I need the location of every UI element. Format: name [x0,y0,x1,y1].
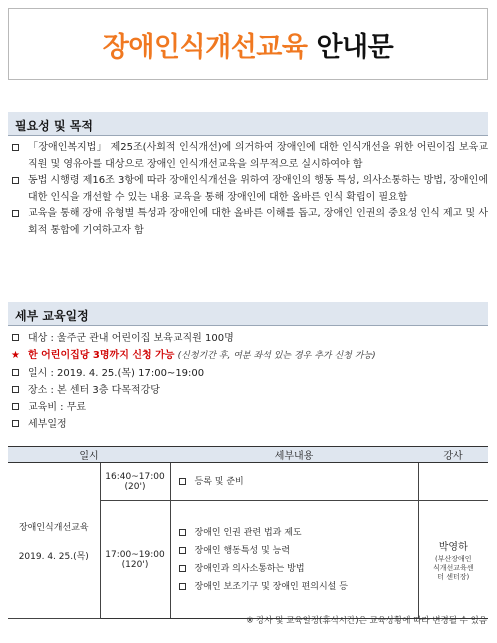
checkbox-bullet-icon [179,547,186,554]
schedule-list [8,330,488,433]
notice-item [8,347,488,365]
detail-label-text: 세부일정 [28,419,67,430]
detail-item: 장애인 보조기구 및 장애인 편의시설 등 [179,578,418,596]
fee-text: 교육비 : 무료 [28,402,87,413]
purpose-item [8,173,488,206]
schedule-table [8,446,488,619]
detail-cell [170,501,418,619]
detail-cell [170,463,418,501]
event-cell [8,463,100,619]
checkbox-bullet-icon [179,583,186,590]
purpose-item [8,206,488,239]
instructor-org: (부산장애인식개선교육센터 센터장) [432,554,474,581]
page-title: 장애인식개선교육 [102,31,308,63]
detail-item: 등록 및 준비 [179,473,418,491]
fee-item [8,399,488,416]
table-row [8,463,488,501]
detail-item: 장애인 인권 관련 법과 제도 [179,524,418,542]
target-text: 대상 : 울주군 관내 어린이집 보육교직원 100명 [28,333,234,344]
instructor-name: 박영하 [438,541,468,553]
table-header-row [8,447,488,463]
header-date: 일시 [8,447,170,463]
checkbox-bullet-icon [12,386,19,393]
instructor-empty-cell [418,463,488,501]
header-content: 세부내용 [170,447,418,463]
event-name: 장애인식개선교육 [18,522,89,533]
place-item [8,382,488,399]
instructor-cell [418,501,488,619]
purpose-item-text: 교육을 통해 장애 유형별 특성과 장애인에 대한 올바른 이해를 돕고, 장애인 인권의 중요성 인식 제고 및 사회적 통합에 기여하고자 함 [28,208,488,236]
schedule-heading: 세부 교육일정 [8,302,488,326]
page-title-suffix: 안내문 [316,31,394,63]
title-box [8,8,488,80]
checkbox-bullet-icon [179,478,186,485]
time-cell [100,501,170,619]
time-duration: (20') [124,481,146,492]
purpose-item [8,140,488,173]
checkbox-bullet-icon [179,529,186,536]
notice-subtext: (신청기간 후, 여분 좌석 있는 경우 추가 신청 가능) [177,351,376,361]
checkbox-bullet-icon [12,177,19,184]
time-range: 17:00~19:00 [105,549,165,560]
detail-item: 장애인 행동특성 및 능력 [179,542,418,560]
target-item [8,330,488,347]
purpose-heading: 필요성 및 목적 [8,112,488,136]
checkbox-bullet-icon [179,565,186,572]
checkbox-bullet-icon [12,334,19,341]
purpose-list [8,140,488,239]
detail-label-item [8,416,488,433]
checkbox-bullet-icon [12,144,19,151]
event-date: 2019. 4. 25.(목) [18,551,89,562]
time-cell [100,463,170,501]
place-text: 장소 : 본 센터 3층 다목적강당 [28,385,160,396]
purpose-item-text: 「장애인복지법」 제25조(사회적 인식개선)에 의거하여 장애인에 대한 인식개선을 위한 어린이집 보육교직원 및 영유아를 대상으로 장애인 인식개선교육을 의무적으로 실시하여야 함 [28,142,488,170]
notice-text: 한 어린이집당 3명까지 신청 가능 [28,350,175,361]
star-icon: ★ [11,350,20,361]
checkbox-bullet-icon [12,210,19,217]
detail-item: 장애인과 의사소통하는 방법 [179,560,418,578]
datetime-text: 일시 : 2019. 4. 25.(목) 17:00~19:00 [28,368,205,379]
checkbox-bullet-icon [12,420,19,427]
header-instructor: 강사 [418,447,488,463]
time-range: 16:40~17:00 [105,471,165,482]
checkbox-bullet-icon [12,403,19,410]
footnote: ※ 강사 및 교육일정(휴식시간)은 교육상황에 따라 변경될 수 있음 [246,616,487,626]
checkbox-bullet-icon [12,369,19,376]
purpose-item-text: 동법 시행령 제16조 3항에 따라 장애인식개선을 위하여 장애인의 행동 특성, 의사소통하는 방법, 장애인에 대한 인식을 개선할 수 있는 내용 교육을 통해 장애인에 대한 올바른 인식 확립이 필요함 [28,175,488,203]
time-duration: (120') [121,559,149,570]
datetime-item [8,365,488,382]
